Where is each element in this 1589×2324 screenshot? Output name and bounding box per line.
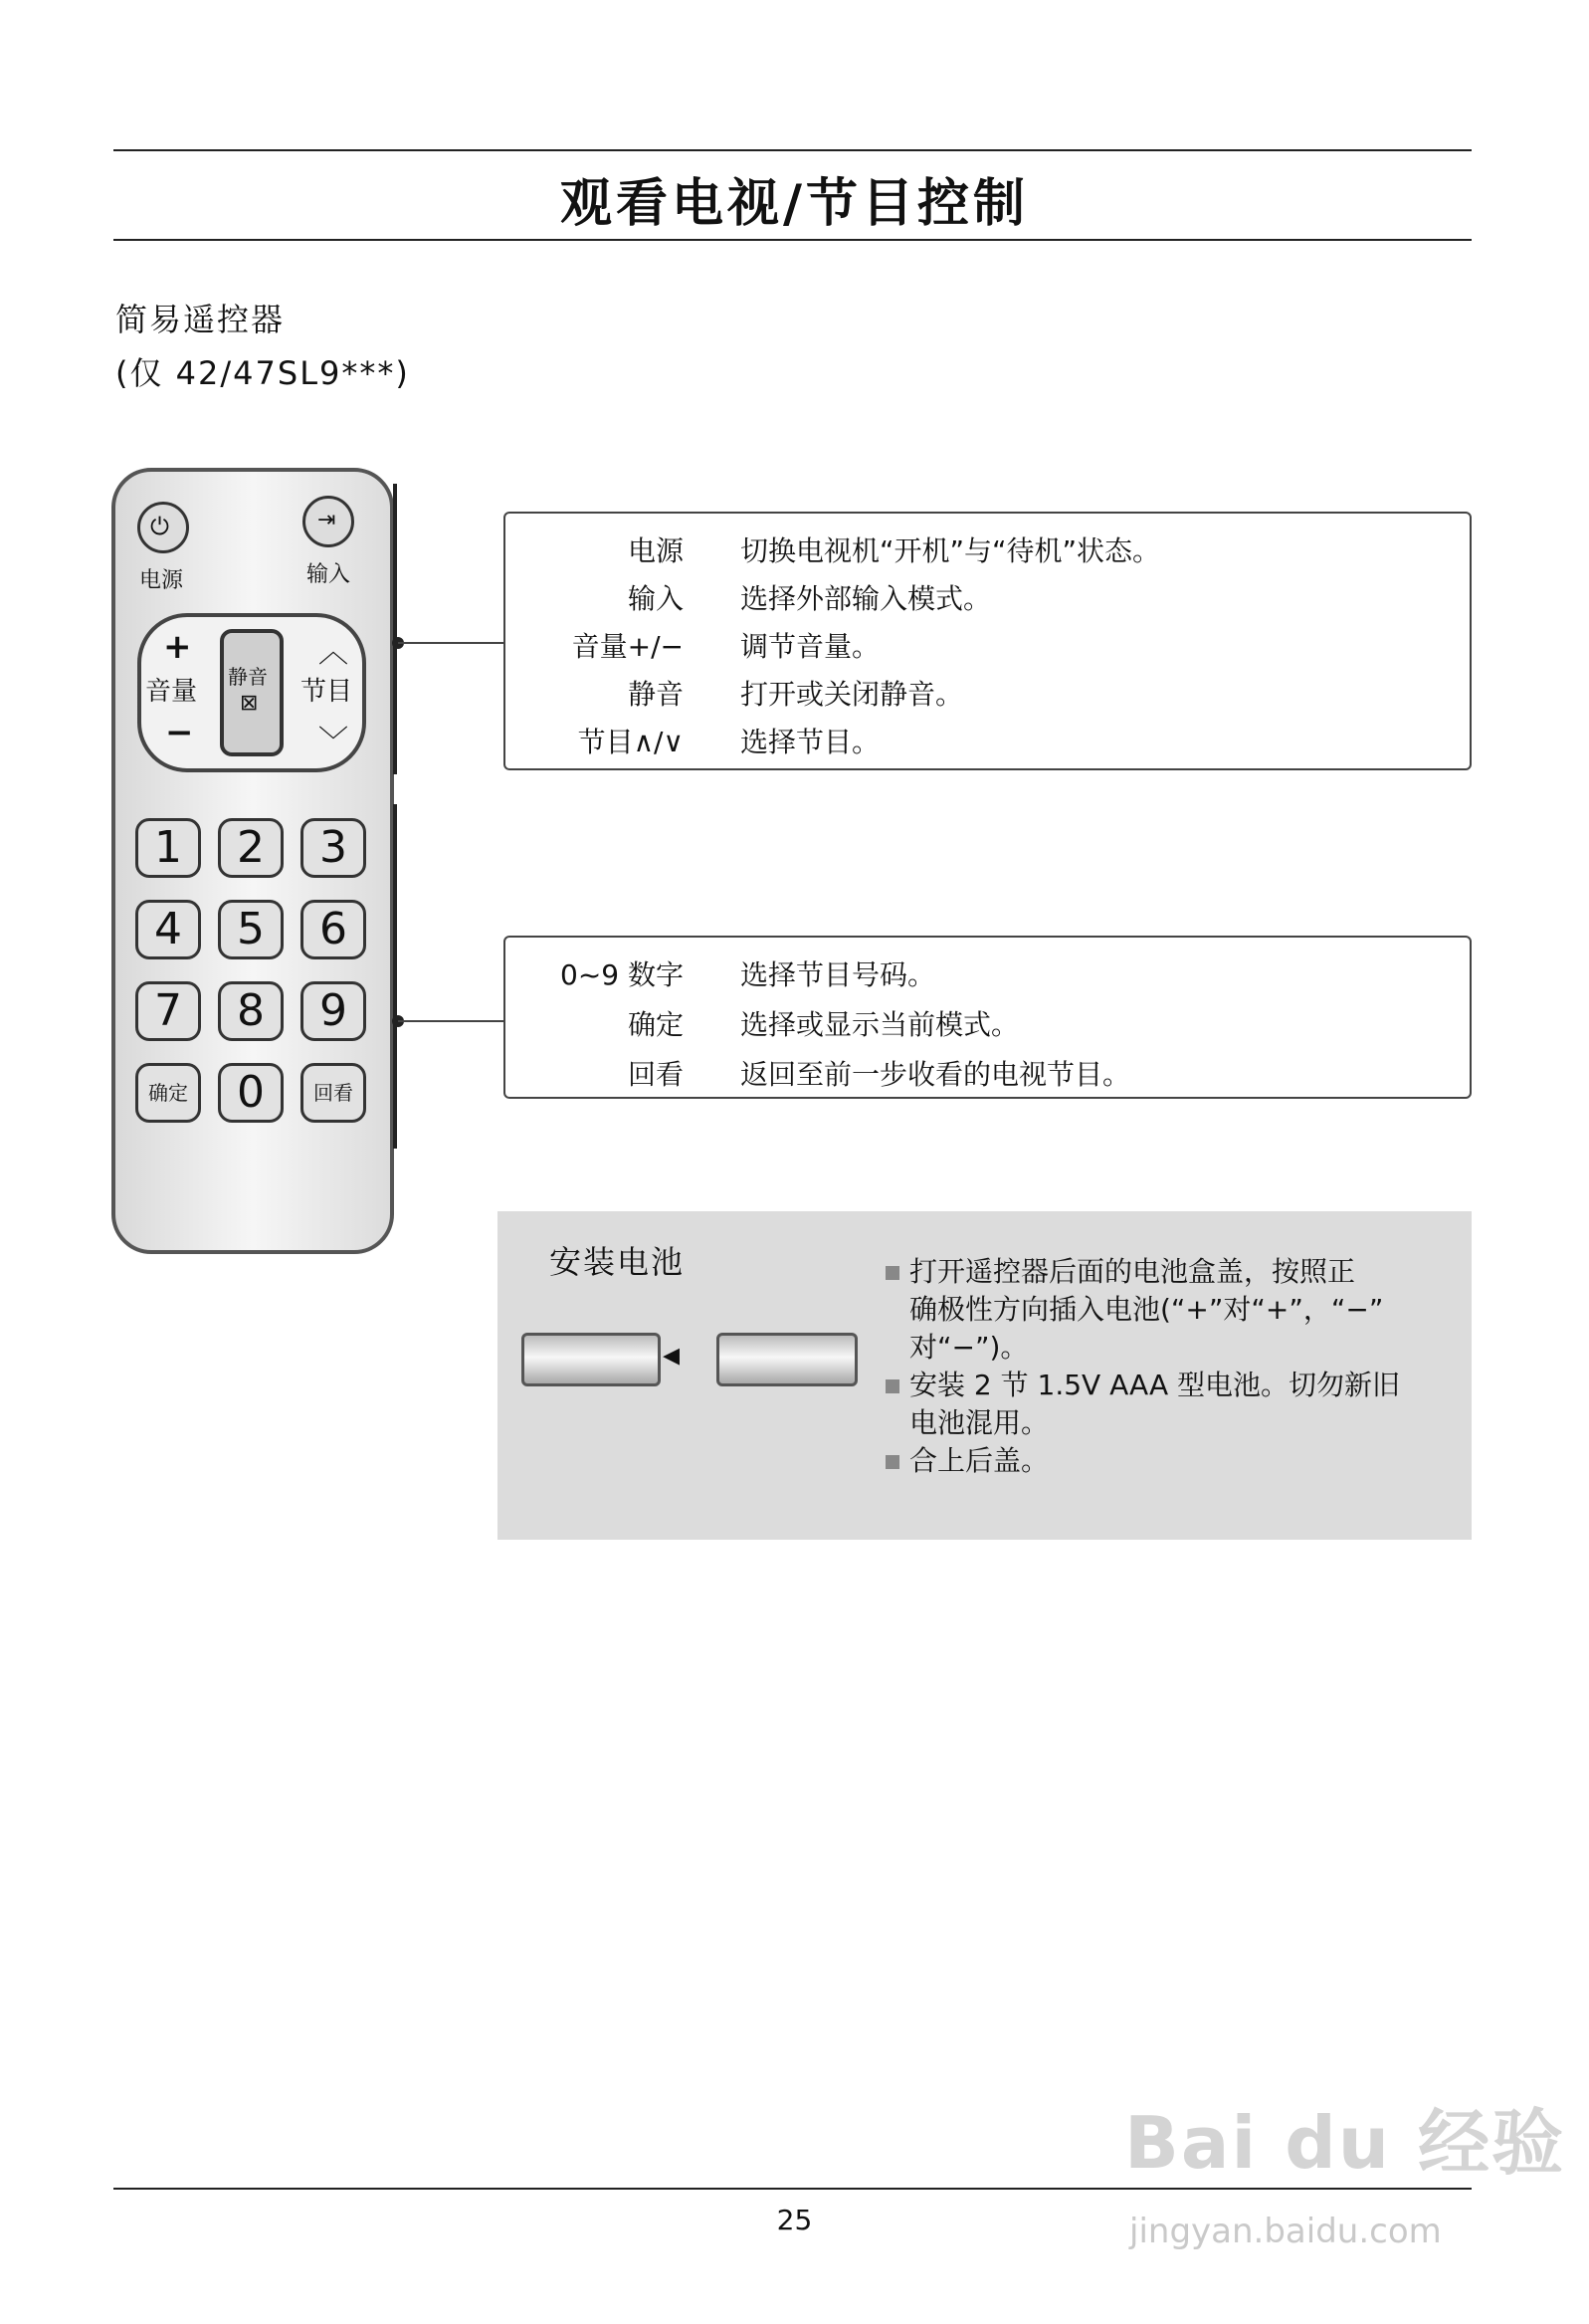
- page-number: 25: [776, 2204, 813, 2236]
- input-label: 输入: [305, 562, 350, 587]
- remote-illustration: [111, 468, 394, 1254]
- function-key: 输入: [627, 582, 684, 615]
- function-desc: 选择外部输入模式。: [740, 582, 992, 615]
- function-key: 音量+/−: [571, 630, 684, 663]
- section-subtitle: 简易遥控器: [115, 301, 286, 338]
- bracket-top: [393, 484, 397, 774]
- connector-line: [398, 1020, 503, 1022]
- battery-step: 对“−”)。: [909, 1331, 1029, 1364]
- number-key: 5: [218, 900, 284, 959]
- program-down-icon: ﹀: [318, 725, 348, 759]
- power-button: [137, 502, 189, 553]
- function-desc: 选择节目。: [740, 726, 881, 758]
- power-label: 电源: [138, 568, 183, 593]
- top-rule: [113, 149, 1472, 151]
- function-desc: 打开或关闭静音。: [740, 678, 964, 711]
- battery-step: 电池混用。: [909, 1406, 1050, 1439]
- function-key: 节目∧/∨: [577, 726, 684, 758]
- function-key: 0~9 数字: [560, 958, 684, 991]
- battery-step: 确极性方向插入电池(“+”对“+”，“−”: [909, 1293, 1384, 1326]
- number-key: 3: [300, 818, 366, 878]
- battery-step: 打开遥控器后面的电池盒盖，按照正: [886, 1253, 1443, 1291]
- function-key: 回看: [627, 1058, 684, 1091]
- number-key: 1: [135, 818, 201, 878]
- insert-arrow-icon: ◂: [663, 1335, 681, 1374]
- ok-key: 确定: [135, 1063, 201, 1123]
- number-key: 2: [218, 818, 284, 878]
- connector-line: [398, 642, 503, 644]
- function-desc: 调节音量。: [740, 630, 881, 663]
- number-key: 6: [300, 900, 366, 959]
- number-key: 0: [218, 1063, 284, 1123]
- volume-label: 音量: [145, 677, 198, 707]
- mute-icon: ⊠: [240, 691, 259, 716]
- bullet-icon: [886, 1266, 899, 1280]
- function-key: 确定: [627, 1008, 684, 1041]
- bullet-icon: [886, 1379, 899, 1393]
- number-key: 7: [135, 981, 201, 1041]
- function-table-top: [503, 512, 1472, 770]
- input-icon: ⇥: [317, 508, 336, 532]
- battery-illustration: [521, 1333, 661, 1386]
- volume-plus-icon: +: [163, 627, 192, 667]
- bracket-bottom: [393, 804, 397, 1149]
- mute-label: 静音: [228, 665, 268, 689]
- input-button: [302, 496, 354, 547]
- function-key: 电源: [627, 534, 684, 567]
- battery-step: 合上后盖。: [886, 1442, 1443, 1480]
- function-desc: 返回至前一步收看的电视节目。: [740, 1058, 1131, 1091]
- bullet-icon: [886, 1455, 899, 1469]
- number-key: 9: [300, 981, 366, 1041]
- function-key: 静音: [627, 678, 684, 711]
- page-title: 观看电视/节目控制: [560, 174, 1029, 234]
- function-desc: 切换电视机“开机”与“待机”状态。: [740, 534, 1161, 567]
- mute-button: [220, 629, 284, 756]
- back-key: 回看: [300, 1063, 366, 1123]
- power-icon: ⏻: [150, 513, 169, 540]
- model-note: (仅 42/47SL9***): [115, 354, 410, 392]
- battery-compartment-illustration: [716, 1333, 858, 1386]
- watermark-url: jingyan.baidu.com: [1129, 2212, 1442, 2251]
- watermark-logo: Bai du 经验: [1124, 2101, 1566, 2185]
- number-key: 4: [135, 900, 201, 959]
- battery-panel: [497, 1211, 1472, 1540]
- control-pad: [137, 613, 366, 772]
- volume-minus-icon: −: [165, 713, 194, 752]
- number-key: 8: [218, 981, 284, 1041]
- battery-title: 安装电池: [549, 1243, 686, 1281]
- program-label: 节目: [300, 677, 353, 707]
- program-up-icon: ︿: [318, 635, 348, 670]
- title-underline: [113, 239, 1472, 241]
- battery-step: 安装 2 节 1.5V AAA 型电池。切勿新旧: [886, 1367, 1443, 1404]
- function-table-bottom: [503, 936, 1472, 1099]
- function-desc: 选择或显示当前模式。: [740, 1008, 1020, 1041]
- function-desc: 选择节目号码。: [740, 958, 936, 991]
